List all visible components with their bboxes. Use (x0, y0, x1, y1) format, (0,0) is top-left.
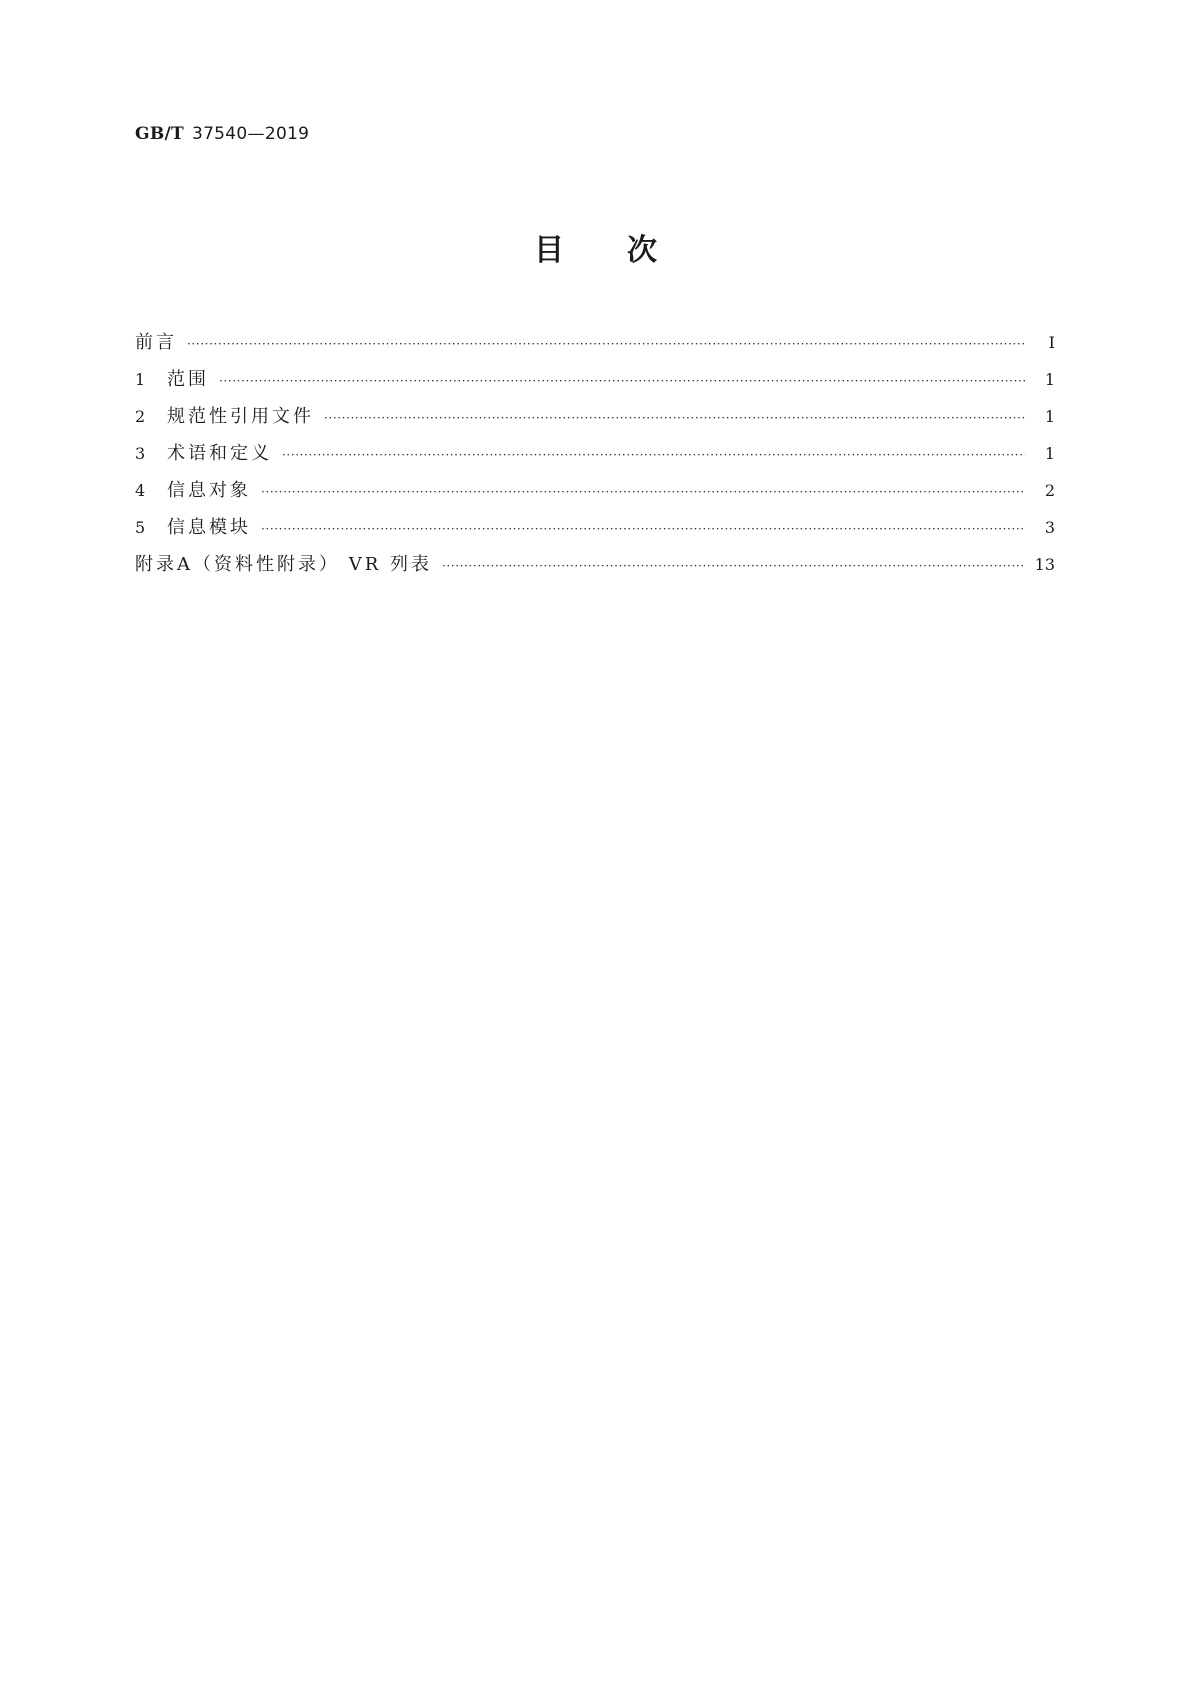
toc-entry-label: 附录A（资料性附录） VR 列表 (135, 554, 432, 575)
toc-entry-scope[interactable] (135, 365, 1055, 402)
toc-entry-foreword[interactable] (135, 328, 1055, 365)
toc-entry-page: 3 (1044, 518, 1055, 537)
page-title (0, 225, 1191, 269)
toc-entry-appendix-a[interactable] (135, 550, 1055, 587)
toc-entry-page: 1 (1044, 407, 1055, 426)
toc-entry-label: 信息对象 (167, 480, 251, 501)
standard-number: 37540—2019 (191, 124, 310, 144)
toc-entry-number: 1 (135, 370, 146, 389)
toc-entry-page: 1 (1044, 370, 1055, 389)
toc-entry-page: 13 (1034, 555, 1055, 574)
toc-entry-information-modules[interactable] (135, 513, 1055, 550)
toc-dot-leader (261, 522, 1025, 536)
table-of-contents (135, 328, 1055, 587)
toc-dot-leader (187, 337, 1025, 351)
toc-dot-leader (261, 485, 1025, 499)
toc-entry-page: 2 (1044, 481, 1055, 500)
toc-entry-terms-definitions[interactable] (135, 439, 1055, 476)
toc-entry-number: 3 (135, 444, 146, 463)
toc-entry-number: 2 (135, 407, 146, 426)
toc-entry-page: Ⅰ (1048, 333, 1055, 352)
standard-code (135, 124, 309, 144)
toc-entry-number: 5 (135, 518, 146, 537)
standard-prefix: GB/T (135, 124, 184, 144)
toc-entry-label: 规范性引用文件 (167, 406, 314, 427)
toc-dot-leader (219, 374, 1025, 388)
toc-entry-label: 范围 (167, 369, 209, 390)
toc-dot-leader (324, 411, 1025, 425)
toc-entry-label: 信息模块 (167, 517, 251, 538)
toc-dot-leader (282, 448, 1025, 462)
toc-entry-normative-references[interactable] (135, 402, 1055, 439)
title-char-2: 次 (627, 233, 657, 268)
toc-entry-page: 1 (1044, 444, 1055, 463)
toc-entry-information-objects[interactable] (135, 476, 1055, 513)
toc-dot-leader (442, 559, 1025, 573)
title-char-1: 目 (534, 233, 564, 268)
toc-entry-label: 术语和定义 (167, 443, 272, 464)
toc-entry-label: 前言 (135, 332, 177, 353)
toc-entry-number: 4 (135, 481, 146, 500)
